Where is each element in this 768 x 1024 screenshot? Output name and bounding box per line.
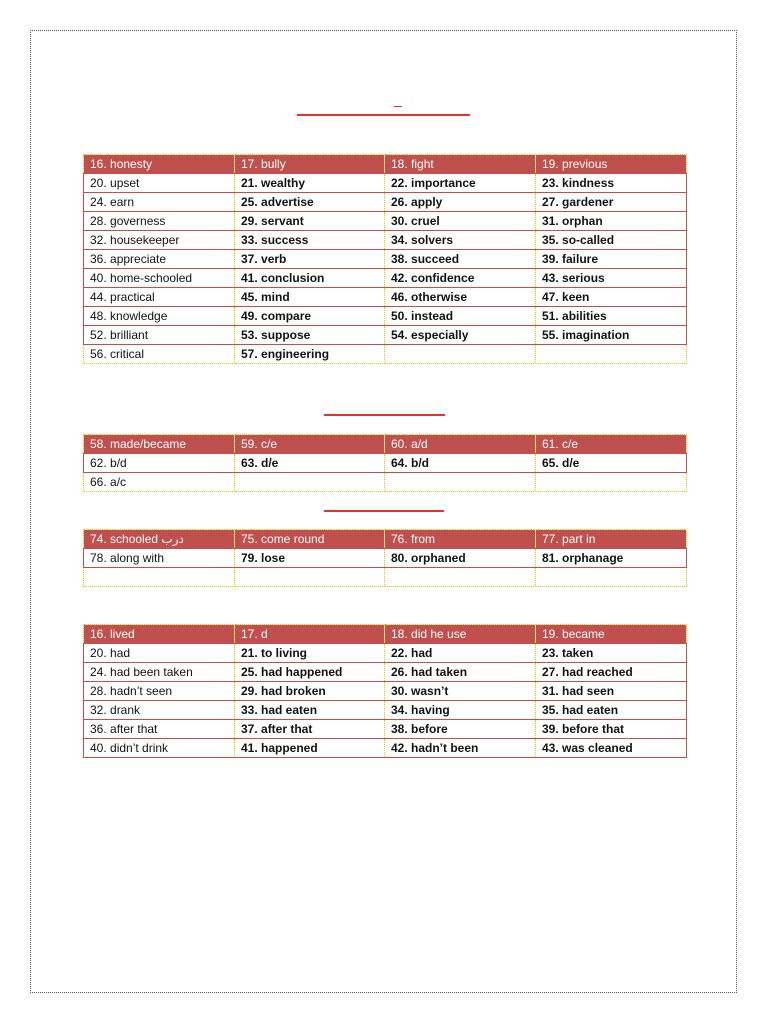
table-cell: 39. failure bbox=[536, 250, 687, 269]
table-cell: 51. abilities bbox=[536, 307, 687, 326]
table-cell: 31. had seen bbox=[536, 682, 687, 701]
table-cell: 33. success bbox=[235, 231, 385, 250]
table-cell: 35. so-called bbox=[536, 231, 687, 250]
table-cell: 16. honesty bbox=[84, 155, 235, 174]
table-cell: 22. importance bbox=[385, 174, 536, 193]
table-cell: 28. governess bbox=[84, 212, 235, 231]
table-row bbox=[84, 473, 687, 492]
table-cell: 25. had happened bbox=[235, 663, 385, 682]
table-cell bbox=[536, 473, 687, 492]
table-cell: 24. earn bbox=[84, 193, 235, 212]
table-row bbox=[84, 174, 687, 193]
table-row bbox=[84, 720, 687, 739]
table-cell: 38. succeed bbox=[385, 250, 536, 269]
table-cell bbox=[536, 345, 687, 364]
table-cell: 59. c/e bbox=[235, 435, 385, 454]
table-header-row bbox=[84, 625, 687, 644]
table-cell: 32. drank bbox=[84, 701, 235, 720]
table-cell: 26. had taken bbox=[385, 663, 536, 682]
table-cell: 45. mind bbox=[235, 288, 385, 307]
table-cell: 62. b/d bbox=[84, 454, 235, 473]
table-cell: 25. advertise bbox=[235, 193, 385, 212]
table-cell: 53. suppose bbox=[235, 326, 385, 345]
table-cell: 64. b/d bbox=[385, 454, 536, 473]
table-cell: 34. having bbox=[385, 701, 536, 720]
table-row bbox=[84, 701, 687, 720]
table-cell: 76. from bbox=[385, 530, 536, 549]
table-row bbox=[84, 269, 687, 288]
table-cell: 32. housekeeper bbox=[84, 231, 235, 250]
answer-table-choices bbox=[83, 434, 687, 492]
table-cell: 44. practical bbox=[84, 288, 235, 307]
table-row bbox=[84, 739, 687, 758]
table-row bbox=[84, 345, 687, 364]
table-row bbox=[84, 231, 687, 250]
answer-table-phrases bbox=[83, 529, 687, 587]
table-cell: 28. hadn’t seen bbox=[84, 682, 235, 701]
table-cell: 43. was cleaned bbox=[536, 739, 687, 758]
table-header-row bbox=[84, 155, 687, 174]
table-cell: 33. had eaten bbox=[235, 701, 385, 720]
table-cell: 31. orphan bbox=[536, 212, 687, 231]
table-cell: 40. home-schooled bbox=[84, 269, 235, 288]
table-cell: 17. bully bbox=[235, 155, 385, 174]
table-cell: 20. upset bbox=[84, 174, 235, 193]
table-cell: 56. critical bbox=[84, 345, 235, 364]
table-row bbox=[84, 288, 687, 307]
table-cell bbox=[235, 568, 385, 587]
table-cell: 41. conclusion bbox=[235, 269, 385, 288]
table-cell: 79. lose bbox=[235, 549, 385, 568]
table-cell: 19. became bbox=[536, 625, 687, 644]
table-cell: 66. a/c bbox=[84, 473, 235, 492]
table-cell: 42. hadn’t been bbox=[385, 739, 536, 758]
table-cell bbox=[84, 568, 235, 587]
table-row bbox=[84, 644, 687, 663]
table-cell: 27. had reached bbox=[536, 663, 687, 682]
table-cell: 58. made/became bbox=[84, 435, 235, 454]
section-title-underline bbox=[324, 510, 444, 512]
table-row bbox=[84, 193, 687, 212]
table-cell: 40. didn’t drink bbox=[84, 739, 235, 758]
table-cell: 37. verb bbox=[235, 250, 385, 269]
table-cell: 41. happened bbox=[235, 739, 385, 758]
table-cell: 34. solvers bbox=[385, 231, 536, 250]
table-cell: 30. cruel bbox=[385, 212, 536, 231]
table-cell: 52. brilliant bbox=[84, 326, 235, 345]
table-cell: 55. imagination bbox=[536, 326, 687, 345]
table-cell: 18. did he use bbox=[385, 625, 536, 644]
table-cell: 54. especially bbox=[385, 326, 536, 345]
table-cell: 20. had bbox=[84, 644, 235, 663]
table-cell: 47. keen bbox=[536, 288, 687, 307]
table-cell: 60. a/d bbox=[385, 435, 536, 454]
table-row bbox=[84, 663, 687, 682]
table-cell: 36. after that bbox=[84, 720, 235, 739]
table-row bbox=[84, 454, 687, 473]
answer-table-grammar bbox=[83, 624, 687, 758]
table-cell: 49. compare bbox=[235, 307, 385, 326]
table-header-row bbox=[84, 435, 687, 454]
table-cell: 36. appreciate bbox=[84, 250, 235, 269]
table-cell: 23. kindness bbox=[536, 174, 687, 193]
table-cell bbox=[235, 473, 385, 492]
table-cell: 30. wasn’t bbox=[385, 682, 536, 701]
table-cell: 22. had bbox=[385, 644, 536, 663]
table-cell: 29. had broken bbox=[235, 682, 385, 701]
table-row bbox=[84, 326, 687, 345]
table-cell: 27. gardener bbox=[536, 193, 687, 212]
table-row bbox=[84, 682, 687, 701]
table-cell: 78. along with bbox=[84, 549, 235, 568]
table-cell: 63. d/e bbox=[235, 454, 385, 473]
table-row bbox=[84, 568, 687, 587]
table-cell: 23. taken bbox=[536, 644, 687, 663]
table-cell: 65. d/e bbox=[536, 454, 687, 473]
table-row bbox=[84, 212, 687, 231]
table-header-row bbox=[84, 530, 687, 549]
section-title-underline bbox=[324, 414, 445, 416]
table-cell: 46. otherwise bbox=[385, 288, 536, 307]
table-row bbox=[84, 549, 687, 568]
table-cell: 81. orphanage bbox=[536, 549, 687, 568]
answer-table-vocabulary bbox=[83, 154, 687, 364]
table-cell: 21. to living bbox=[235, 644, 385, 663]
table-cell: 26. apply bbox=[385, 193, 536, 212]
table-cell: 39. before that bbox=[536, 720, 687, 739]
table-cell bbox=[385, 568, 536, 587]
table-cell: 75. come round bbox=[235, 530, 385, 549]
table-cell bbox=[536, 568, 687, 587]
section-title-mark bbox=[394, 106, 402, 107]
table-cell: 17. d bbox=[235, 625, 385, 644]
table-cell: 18. fight bbox=[385, 155, 536, 174]
section-title-underline bbox=[297, 114, 470, 116]
table-cell: 43. serious bbox=[536, 269, 687, 288]
table-cell: 48. knowledge bbox=[84, 307, 235, 326]
table-cell: 77. part in bbox=[536, 530, 687, 549]
table-cell: 29. servant bbox=[235, 212, 385, 231]
table-cell: 61. c/e bbox=[536, 435, 687, 454]
table-cell: 80. orphaned bbox=[385, 549, 536, 568]
table-cell: 50. instead bbox=[385, 307, 536, 326]
table-cell: 74. schooled درب bbox=[84, 530, 235, 549]
table-cell: 21. wealthy bbox=[235, 174, 385, 193]
table-cell: 19. previous bbox=[536, 155, 687, 174]
table-cell: 42. confidence bbox=[385, 269, 536, 288]
table-row bbox=[84, 250, 687, 269]
table-cell bbox=[385, 473, 536, 492]
table-cell: 37. after that bbox=[235, 720, 385, 739]
table-cell bbox=[385, 345, 536, 364]
table-cell: 16. lived bbox=[84, 625, 235, 644]
table-cell: 57. engineering bbox=[235, 345, 385, 364]
table-cell: 38. before bbox=[385, 720, 536, 739]
table-cell: 24. had been taken bbox=[84, 663, 235, 682]
table-cell: 35. had eaten bbox=[536, 701, 687, 720]
table-row bbox=[84, 307, 687, 326]
